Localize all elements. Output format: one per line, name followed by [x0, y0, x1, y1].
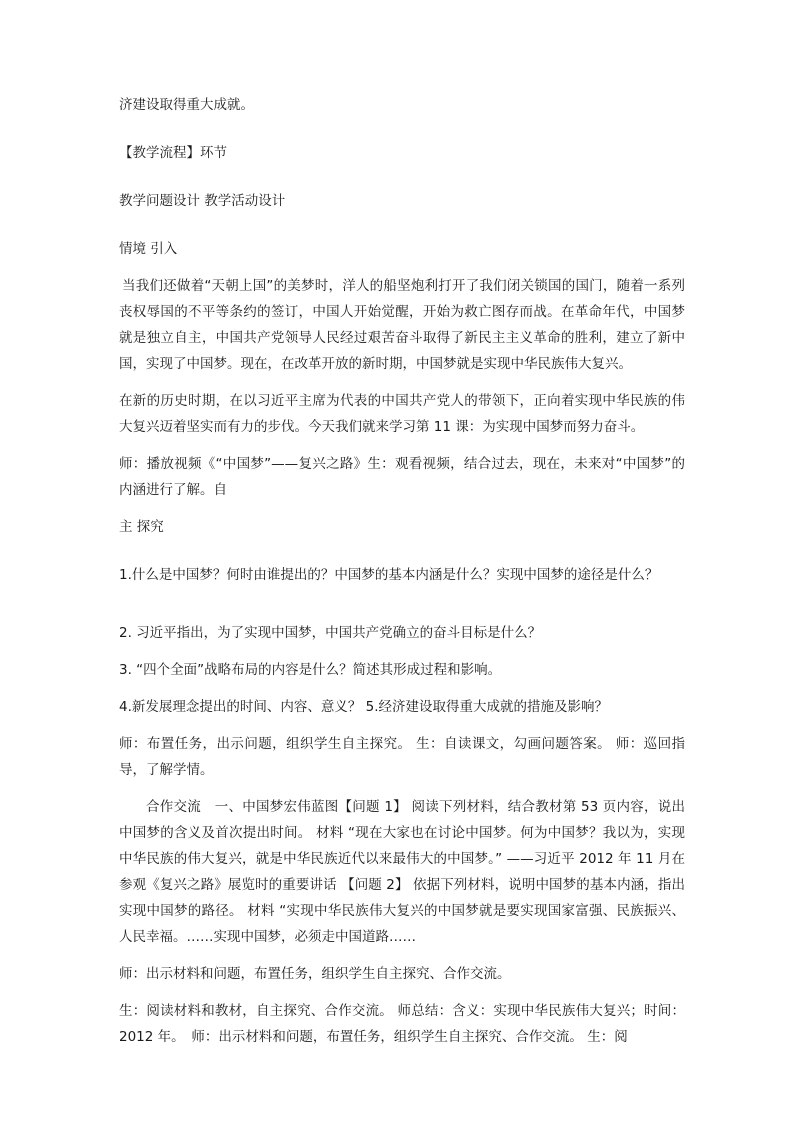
new-era-paragraph: 在新的历史时期，在以习近平主席为代表的中国共产党人的带领下，正向着实现中华民族的伟大复兴迈着坚实而有力的步伐。今天我们就来学习第 11 课：为实现中国梦而努力奋斗。 — [119, 393, 685, 435]
intro-paragraph: 当我们还做着“天朝上国”的美梦时，洋人的船坚炮利打开了我们闭关锁国的国门，随着一系列丧权辱国的不平等条约的签订，中国人开始觉醒，开始为救亡图存而战。在革命年代，中国梦就是独立自主，中国共产党领导人民经过艰苦奋斗取得了新民主主义革命的胜利，建立了新中国，实现了中国梦。现在，在改革开放的新时期，中国梦就是实现中华民族伟大复兴。 — [119, 278, 685, 372]
document-page — [119, 92, 685, 1050]
paragraph-continuation: 济建设取得重大成就。 — [119, 97, 254, 113]
video-activity-paragraph: 师：播放视频《“中国梦”——复兴之路》生：观看视频，结合过去，现在，未来对“中国梦”的内涵进行了解。自 — [119, 456, 685, 498]
question-3: 3. “四个全面”战略布局的内容是什么？简述其形成过程和影响。 — [119, 662, 502, 678]
teacher-task-paragraph: 师：布置任务，出示问题，组织学生自主探究。 生：自读课文，勾画问题答案。 师：巡回指导，了解学情。 — [119, 736, 685, 778]
question-1: 1.什么是中国梦？何时由谁提出的？中国梦的基本内涵是什么？实现中国梦的途径是什么？ — [119, 567, 659, 583]
teaching-process-heading: 【教学流程】环节 — [119, 145, 227, 161]
question-4-5: 4.新发展理念提出的时间、内容、意义？ 5.经济建设取得重大成就的措施及影响？ — [119, 699, 609, 715]
situation-intro-label: 情境 引入 — [119, 241, 178, 257]
teacher-material-paragraph: 师：出示材料和问题，布置任务，组织学生自主探究、合作交流。 — [119, 966, 511, 982]
cooperation-paragraph: 合作交流 一、中国梦宏伟蓝图【问题 1】 阅读下列材料，结合教材第 53 页内容，说出中国梦的含义及首次提出时间。 材料 “现在大家也在讨论中国梦。何为中国梦？我以为，实现中华民族的伟大复兴，就是中华民族近代以来最伟大的中国梦。” ——习近平 2012 年 11 月在参观《复兴之路》展览时的重要讲话 【问题 2】 依据下列材料，说明中国梦的基本内涵，指出实现中国梦的路径。 材料 “实现中华民族伟大复兴的中国梦就是要实现国家富强、民族振兴、人民幸福。……实现中国梦，必须走中国道路…… — [119, 799, 685, 945]
self-explore-label: 主 探究 — [119, 519, 164, 535]
design-columns-line: 教学问题设计 教学活动设计 — [119, 193, 286, 209]
student-summary-paragraph: 生：阅读材料和教材，自主探究、合作交流。 师总结：含义：实现中华民族伟大复兴；时间：2012 年。 师：出示材料和问题，布置任务，组织学生自主探究、合作交流。 生：阅 — [119, 1003, 685, 1045]
question-2: 2. 习近平指出，为了实现中国梦，中国共产党确立的奋斗目标是什么？ — [119, 625, 542, 641]
